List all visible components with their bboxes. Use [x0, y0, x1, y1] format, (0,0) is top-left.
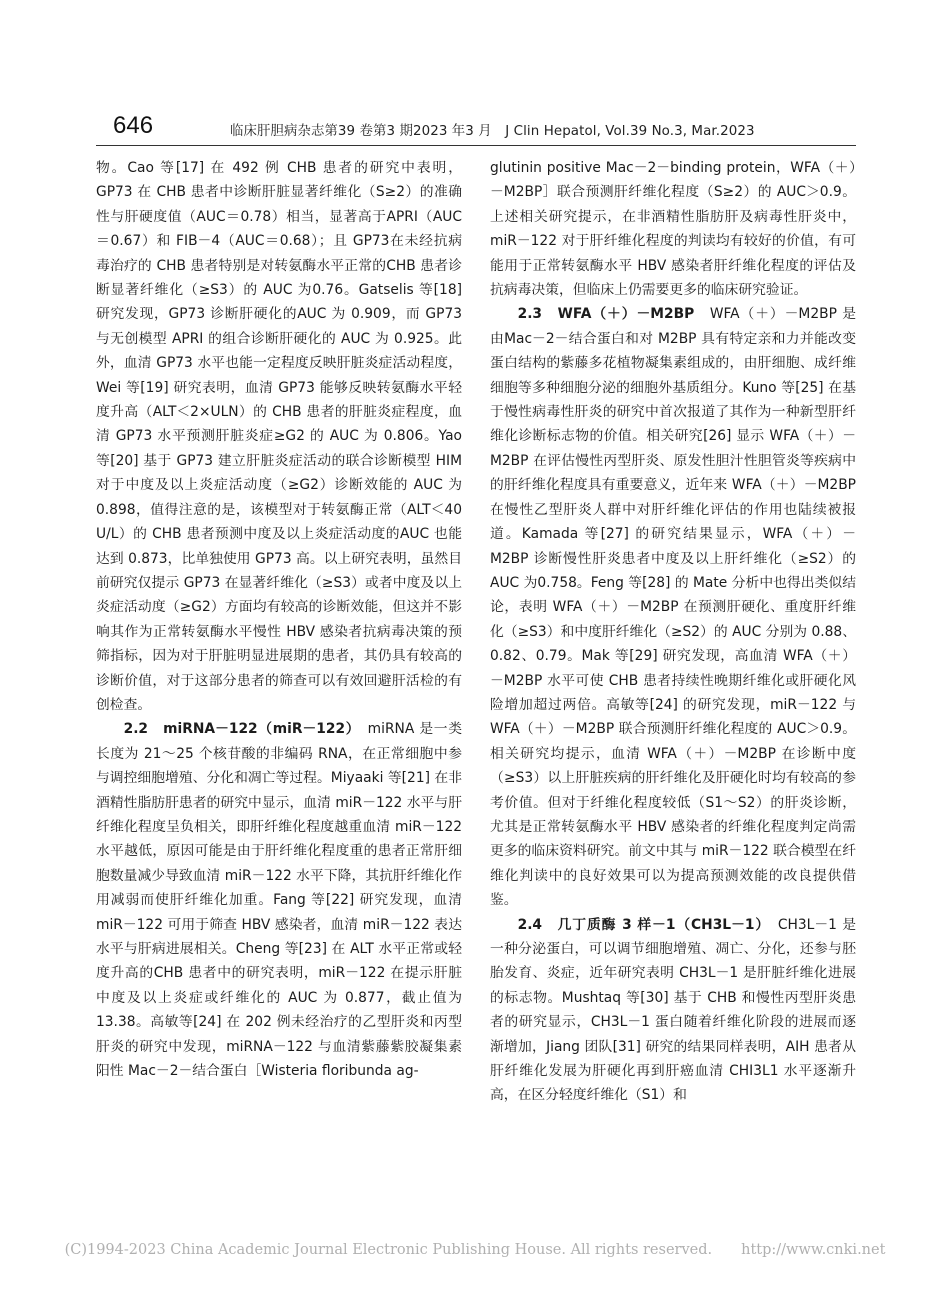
- section-2-2: [96, 717, 462, 1083]
- section-heading: 2.3 WFA（＋）－M2BP: [517, 306, 695, 323]
- page-number: 646: [113, 112, 154, 139]
- section-heading: 2.2 miRNA－122（miR－122）: [123, 721, 354, 738]
- section-body: CH3L－1 是一种分泌蛋白，可以调节细胞增殖、凋亡、分化，还参与胚胎发育、炎症，近年研究表明 CH3L－1 是肝脏纤维化进展的标志物。Mushtaq 等[30] 基于 CHB 和慢性丙型肝炎患者的研究显示，CH3L－1 蛋白随着纤维化阶段的进展而逐渐增加，Jiang 团队[31] 研究的结果同样表明，AIH 患者从肝纤维化发展为肝硬化再到肝癌血清 CHI3L1 水平逐渐升高，在区分轻度纤维化（S1）和: [490, 916, 856, 1104]
- right-column: [490, 156, 856, 1108]
- body-paragraph: 物。Cao 等[17] 在 492 例 CHB 患者的研究中表明，GP73 在 CHB 患者中诊断肝脏显著纤维化（S≥2）的准确性与肝硬度值（AUC＝0.78）相当，显著高于APRI（AUC＝0.67）和 FIB－4（AUC＝0.68）；且 GP73在未经抗病毒治疗的 CHB 患者特别是对转氨酶水平正常的CHB 患者诊断显著纤维化（≥S3）的 AUC 为0.76。Gatselis 等[18] 研究发现，GP73 诊断肝硬化的AUC 为 0.909，而 GP73 与无创模型 APRI 的组合诊断肝硬化的 AUC 为 0.925。此外，血清 GP73 水平也能一定程度反映肝脏炎症活动程度，Wei 等[19] 研究表明，血清 GP73 能够反映转氨酶水平轻度升高（ALT＜2×ULN）的 CHB 患者的肝脏炎症程度，血清 GP73 水平预测肝脏炎症≥G2 的 AUC 为 0.806。Yao 等[20] 基于 GP73 建立肝脏炎症活动的联合诊断模型 HIM 对于中度及以上炎症活动度（≥G2）诊断效能的 AUC 为0.898，值得注意的是，该模型对于转氨酶正常（ALT＜40 U/L）的 CHB 患者预测中度及以上炎症活动度的AUC 也能达到 0.873，比单独使用 GP73 高。以上研究表明，虽然目前研究仅提示 GP73 在显著纤维化（≥S3）或者中度及以上炎症活动度（≥G2）方面均有较高的诊断效能，但这并不影响其作为正常转氨酶水平慢性 HBV 感染者抗病毒决策的预筛指标，因为对于肝脏明显进展期的患者，其仍具有较高的诊断价值，对于这部分患者的筛查可以有效回避肝活检的有创检查。: [96, 160, 463, 713]
- running-header: [88, 108, 874, 144]
- copyright-footer: (C)1994-2023 China Academic Journal Electronic Publishing House. All rights reserved. http://www.cnki.net: [64, 1242, 886, 1258]
- section-body: WFA（＋）－M2BP 是由Mac－2－结合蛋白和对 M2BP 具有特定亲和力并能改变蛋白结构的紫藤多花植物凝集素组成的，由肝细胞、成纤维细胞等多种细胞分泌的细胞外基质组分。Kuno 等[25] 在基于慢性病毒性肝炎的研究中首次报道了其作为一种新型肝纤维化诊断标志物的价值。相关研究[26] 显示 WFA（＋）－M2BP 在评估慢性丙型肝炎、原发性胆汁性胆管炎等疾病中的肝纤维化程度具有重要意义，近年来 WFA（＋）－M2BP 在慢性乙型肝炎人群中对肝纤维化评估的作用也陆续被报道。Kamada 等[27] 的研究结果显示，WFA（＋）－M2BP 诊断慢性肝炎患者中度及以上肝纤维化（≥S2）的 AUC 为0.758。Feng 等[28] 的 Mate 分析中也得出类似结论，表明 WFA（＋）－M2BP 在预测肝硬化、重度肝纤维化（≥S3）和中度肝纤维化（≥S2）的 AUC 分别为 0.88、0.82、0.79。Mak 等[29] 研究发现，高血清 WFA（＋）－M2BP 水平可使 CHB 患者持续性晚期纤维化或肝硬化风险增加超过两倍。高敏等[24] 的研究发现，miR－122 与WFA（＋）－M2BP 联合预测肝纤维化程度的 AUC＞0.9。相关研究均提示，血清 WFA（＋）－M2BP 在诊断中度（≥S3）以上肝脏疾病的肝纤维化及肝硬化时均有较高的参考价值。但对于纤维化程度较低（S1～S2）的肝炎诊断，尤其是正常转氨酶水平 HBV 感染者的纤维化程度判定尚需更多的临床资料研究。前文中其与 miR－122 联合模型在纤维化判读中的良好效果可以为提高预测效能的改良提供借鉴。: [490, 306, 856, 909]
- header-rule: [96, 145, 856, 146]
- section-body: miRNA 是一类长度为 21～25 个核苷酸的非编码 RNA，在正常细胞中参与调控细胞增殖、分化和凋亡等过程。Miyaaki 等[21] 在非酒精性脂肪肝患者的研究中显示，血清 miR－122 水平与肝纤维化程度呈负相关，即肝纤维化程度越重血清 miR－122 水平越低，原因可能是由于肝纤维化程度重的患者正常肝细胞数量减少导致血清 miR－122 水平下降，其抗肝纤维化作用减弱而使肝纤维化加重。Fang 等[22] 研究发现，血清 miR－122 可用于筛查 HBV 感染者，血清 miR－122 表达水平与肝病进展相关。Cheng 等[23] 在 ALT 水平正常或轻度升高的CHB 患者中的研究表明，miR－122 在提示肝脏中度及以上炎症或纤维化的 AUC 为 0.877，截止值为13.38。高敏等[24] 在 202 例未经治疗的乙型肝炎和丙型肝炎的研究中发现，miRNA－122 与血清紫藤紫胶凝集素阳性 Mac－2－结合蛋白［Wisteria floribunda ag-: [96, 721, 462, 1080]
- section-heading: 2.4 几丁质酶 3 样－1（CH3L－1）: [517, 916, 764, 933]
- section-2-3: [490, 302, 856, 912]
- left-column: [96, 156, 462, 1083]
- body-paragraph: glutinin positive Mac－2－binding protein，WFA（＋）－M2BP］联合预测肝纤维化程度（S≥2）的 AUC＞0.9。上述相关研究提示，在非酒精性脂肪肝及病毒性肝炎中，miR－122 对于肝纤维化程度的判读均有较好的价值，有可能用于正常转氨酶水平 HBV 感染者肝纤维化程度的评估及抗病毒决策，但临床上仍需要更多的临床研究验证。: [490, 160, 856, 299]
- section-2-4: [490, 913, 856, 1108]
- journal-running-title: 临床肝胆病杂志第39 卷第3 期2023 年3 月 J Clin Hepatol, Vol.39 No.3, Mar.2023: [230, 124, 755, 139]
